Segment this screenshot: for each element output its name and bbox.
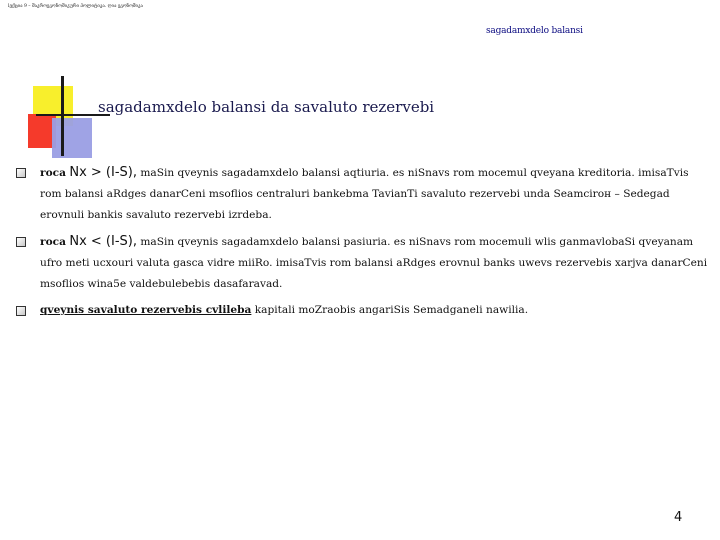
bullet-text: maSin qveynis sagadamxdelo balansi pasiuria. es niSnavs rom mocemuli wlis ganmavlobaSi qveyanam ufro meti ucxouri valuta gasca vidre miiRo. imisaTvis rom balansi aRdges erovnul banks uwevs rezervebis xarjva danarCeni msoflios wina5e valdebulebebis dasafaravad. [40,236,708,290]
decorative-blocks-graphic [28,74,108,164]
bullet-lead: roca [40,167,66,179]
bullet-expression: Nx < (I-S), [69,234,137,249]
slide-title: sagadamxdelo balansi da savaluto rezervebi [98,98,435,116]
bullet-square-icon [16,168,26,178]
vertical-line [61,76,64,156]
bullet-lead: roca [40,236,66,248]
bullet-square-icon [16,306,26,316]
bullet-lead: qveynis savaluto rezervebis cvlileba [40,304,252,316]
header-top-left: lექცია 9 – მაკროეკონომიკური პოლიტიკა. ღია ეკონომიკა [8,4,143,9]
section-title: sagadamxdelo balansi [486,26,583,36]
list-item [16,162,712,226]
bullet-square-icon [16,237,26,247]
list-item [16,231,712,295]
page-number: 4 [674,510,683,525]
bullet-list [16,162,712,326]
list-item [16,300,712,321]
bullet-expression: Nx > (I-S), [69,165,137,180]
blue-square [52,118,92,158]
bullet-text: kapitali moZraobis angariSis Semadganeli nawilia. [254,304,529,316]
bullet-text: maSin qveynis sagadamxdelo balansi aqtiuria. es niSnavs rom mocemul qveyana kreditoria. imisaTvis rom balansi aRdges danarCeni msoflios centraluri bankebma TavianTi savaluto rezervebi unda Seamcirон – Sedegad erovnuli bankis savaluto rezervebi izrdeba. [40,167,689,221]
